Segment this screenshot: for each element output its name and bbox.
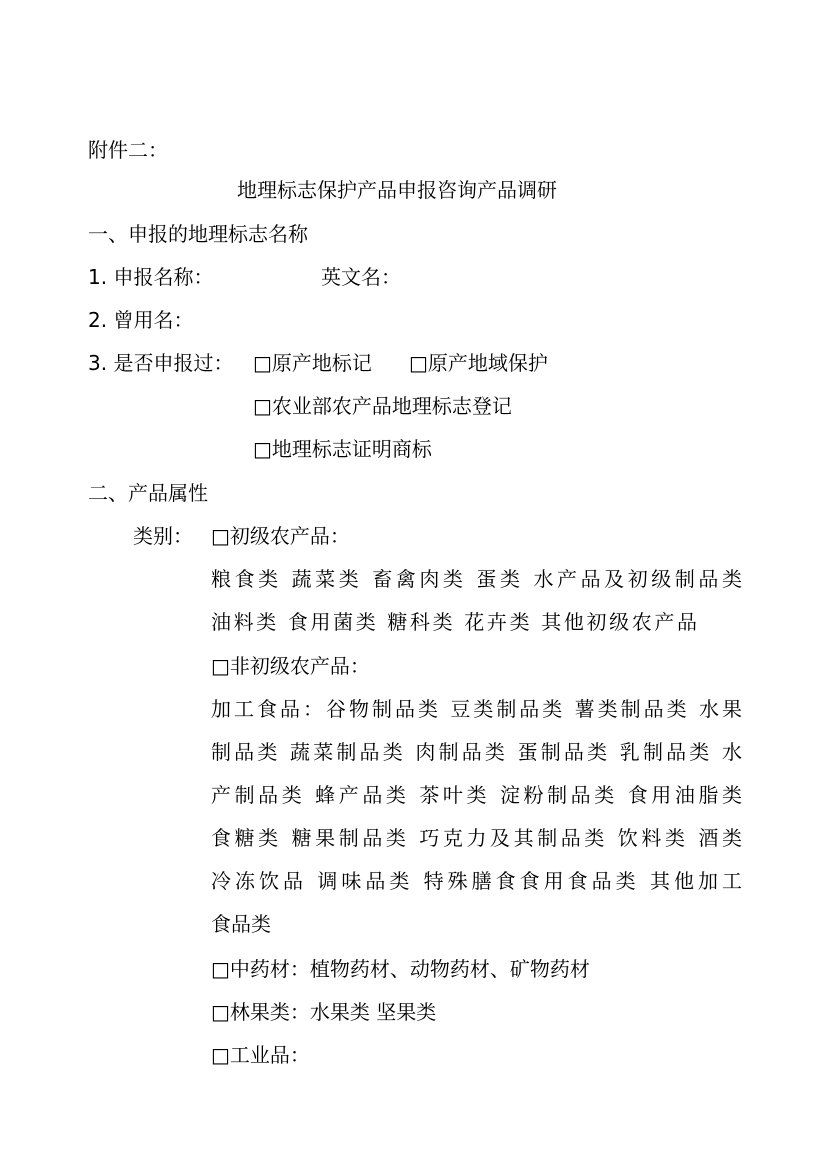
- processed-line-1: 加工食品：谷物制品类 豆类制品类 薯类制品类 水果: [211, 697, 742, 721]
- item3-option-origin-mark[interactable]: □原产地标记: [253, 351, 372, 375]
- processed-line-6: 食品类: [211, 912, 271, 936]
- item3-option-agri-registration[interactable]: □农业部农产品地理标志登记: [253, 394, 512, 418]
- item3-label: 3. 是否申报过：: [88, 351, 234, 375]
- section2-heading: 二、产品属性: [88, 481, 208, 505]
- document-title: 地理标志保护产品申报咨询产品调研: [237, 178, 557, 202]
- primary-list-line-1: 粮食类 蔬菜类 畜禽肉类 蛋类 水产品及初级制品类: [211, 567, 742, 591]
- item1-english-label: 英文名：: [321, 265, 401, 289]
- item1-label: 1. 申报名称：: [88, 265, 214, 289]
- processed-line-5: 冷冻饮品 调味品类 特殊膳食食用食品类 其他加工: [211, 869, 742, 893]
- attachment-label: 附件二：: [88, 138, 168, 162]
- industrial-product-checkbox[interactable]: □工业品：: [211, 1043, 310, 1067]
- processed-line-3: 产制品类 蜂产品类 茶叶类 淀粉制品类 食用油脂类: [211, 783, 742, 807]
- primary-list-line-2: 油料类 食用菌类 糖科类 花卉类 其他初级农产品: [211, 610, 697, 634]
- nonprimary-agri-checkbox[interactable]: □非初级农产品：: [211, 654, 370, 678]
- forest-fruit-checkbox[interactable]: □林果类：水果类 坚果类: [211, 1000, 437, 1024]
- item2-label: 2. 曾用名：: [88, 308, 194, 332]
- item3-option-origin-protection[interactable]: □原产地域保护: [409, 351, 548, 375]
- category-label: 类别：: [133, 524, 193, 548]
- processed-line-4: 食糖类 糖果制品类 巧克力及其制品类 饮料类 酒类: [211, 826, 742, 850]
- section1-heading: 一、申报的地理标志名称: [88, 222, 308, 246]
- processed-line-2: 制品类 蔬菜制品类 肉制品类 蛋制品类 乳制品类 水: [211, 740, 742, 764]
- herbal-medicine-checkbox[interactable]: □中药材：植物药材、动物药材、矿物药材: [211, 957, 590, 981]
- item3-option-certification-mark[interactable]: □地理标志证明商标: [253, 437, 432, 461]
- primary-agri-checkbox[interactable]: □初级农产品：: [211, 524, 350, 548]
